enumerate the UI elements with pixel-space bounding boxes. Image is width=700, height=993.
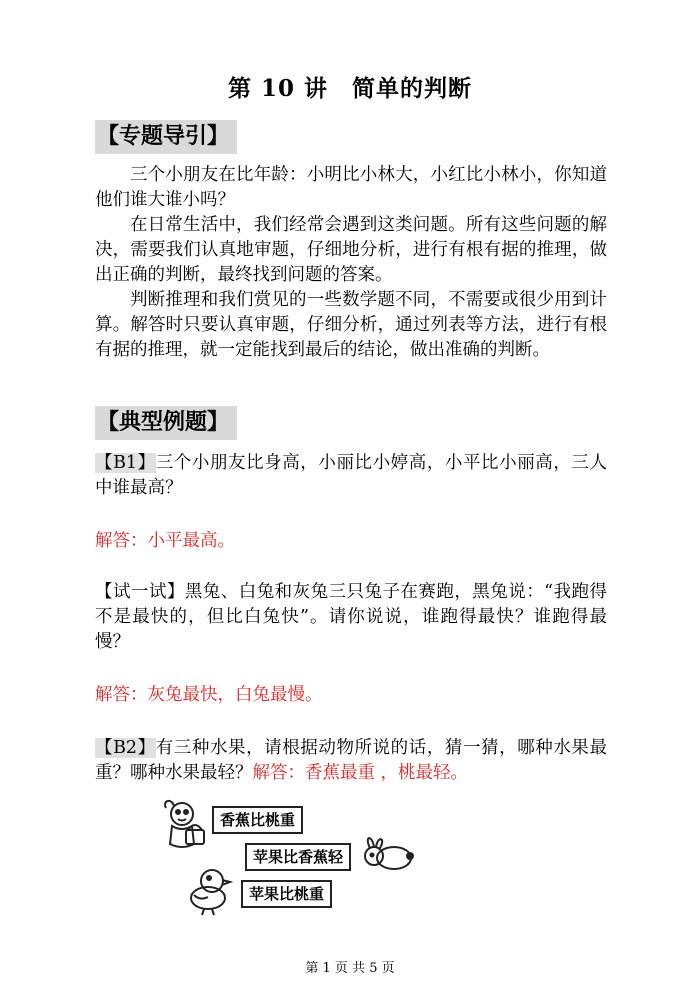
speech-sign-3: 苹果比桃重 bbox=[241, 880, 332, 908]
chick-icon bbox=[182, 865, 238, 917]
speech-sign-2: 苹果比香蕉轻 bbox=[245, 843, 351, 871]
example-b1-answer: 解答：小平最高。 bbox=[95, 531, 235, 551]
try-question: 黑兔、白兔和灰兔三只兔子在赛跑，黑兔说：“我跑得不是最快的，但比白兔快”。请你说说，谁跑得最快？谁跑得最慢？ bbox=[95, 582, 608, 652]
try-tag: 【试一试】 bbox=[95, 582, 185, 602]
squirrel-icon bbox=[158, 796, 210, 854]
example-b1 bbox=[95, 451, 607, 501]
example-b2 bbox=[95, 736, 607, 786]
intro-paragraph-1: 三个小朋友在比年龄：小明比小林大，小红比小林小，你知道他们谁大谁小吗？ bbox=[95, 165, 607, 210]
example-tag: 【B2】 bbox=[95, 738, 156, 758]
speech-sign-1: 香蕉比桃重 bbox=[212, 806, 303, 834]
intro-paragraph-3: 判断推理和我们赏见的一些数学题不同，不需要或很少用到计算。解答时只要认真审题，仔细分析，通过列表等方法，进行有根有据的推理，就一定能找到最后的结论，做出准确的判断。 bbox=[95, 290, 607, 360]
section-heading-intro: 【专题导引】 bbox=[95, 120, 237, 154]
try-it bbox=[95, 580, 607, 655]
page-title: 第 10 讲 简单的判断 bbox=[227, 75, 473, 102]
page-footer: 第 1 页 共 5 页 bbox=[305, 961, 395, 976]
try-answer: 解答：灰兔最快，白兔最慢。 bbox=[95, 685, 323, 705]
example-tag: 【B1】 bbox=[95, 453, 156, 473]
section-heading-examples: 【典型例题】 bbox=[95, 406, 237, 440]
example-b2-answer: 解答：香蕉最重 ，桃最轻。 bbox=[252, 763, 469, 783]
rabbit-icon bbox=[360, 832, 415, 872]
example-question: 三个小朋友比身高，小丽比小婷高，小平比小丽高，三人中谁最高？ bbox=[95, 453, 607, 498]
example-question: 有三种水果，请根据动物所说的话，猜一猜，哪种水果最重？哪种水果最轻？ bbox=[95, 738, 607, 783]
intro-paragraph-2: 在日常生活中，我们经常会遇到这类问题。所有这些问题的解决，需要我们认真地审题，仔细地分析，进行有根有据的推理，做出正确的判断，最终找到问题的答案。 bbox=[95, 215, 607, 285]
